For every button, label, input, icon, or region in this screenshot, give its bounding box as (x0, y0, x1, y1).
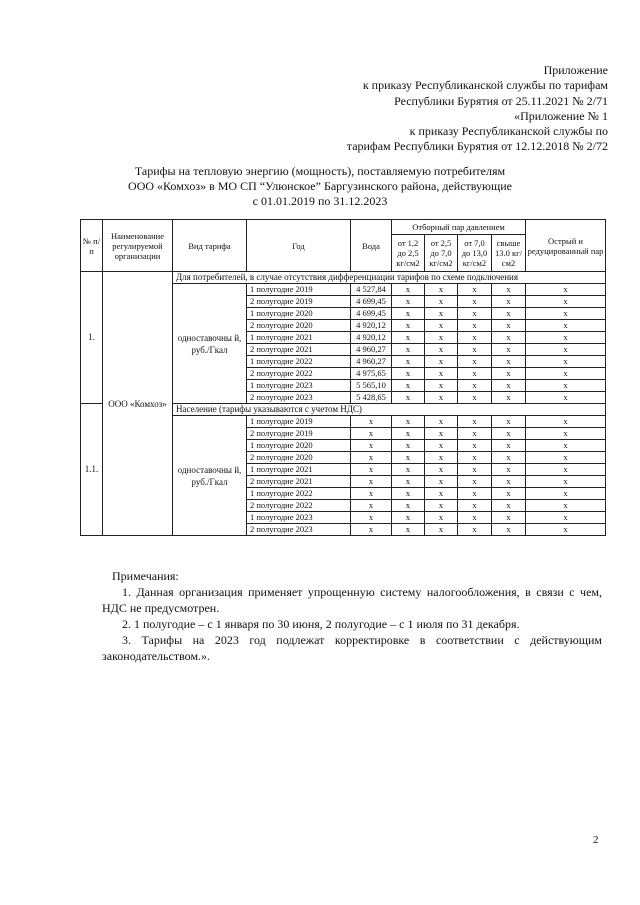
steam-cell: х (392, 308, 425, 320)
steam-cell: х (425, 320, 458, 332)
steam-cell: х (425, 464, 458, 476)
steam-cell: х (392, 392, 425, 404)
header-steam-2: от 2,5 до 7,0 кг/см2 (425, 235, 458, 272)
period-cell: 2 полугодие 2022 (247, 368, 351, 380)
period-cell: 2 полугодие 2019 (247, 428, 351, 440)
water-cell: 4 975,65 (351, 368, 392, 380)
period-cell: 1 полугодие 2019 (247, 284, 351, 296)
steam-cell: х (458, 416, 492, 428)
period-cell: 2 полугодие 2019 (247, 296, 351, 308)
steam-cell: х (492, 308, 526, 320)
header-org-name: Наименование регулируемой организации (103, 220, 173, 272)
steam-cell: х (492, 512, 526, 524)
steam-cell: х (392, 452, 425, 464)
steam-cell: х (392, 380, 425, 392)
period-cell: 1 полугодие 2021 (247, 332, 351, 344)
steam-cell: х (425, 512, 458, 524)
org-name: ООО «Комхоз» (103, 272, 173, 536)
acute-cell: х (526, 500, 606, 512)
water-cell: 4 699,45 (351, 308, 392, 320)
water-cell: 5 565,10 (351, 380, 392, 392)
steam-cell: х (492, 320, 526, 332)
water-cell: х (351, 440, 392, 452)
title-line: ООО «Комхоз» в МО СП “Улюнское” Баргузинского района, действующие (128, 179, 512, 193)
period-cell: 1 полугодие 2020 (247, 440, 351, 452)
water-cell: 4 920,12 (351, 320, 392, 332)
acute-cell: х (526, 320, 606, 332)
steam-cell: х (492, 488, 526, 500)
acute-cell: х (526, 356, 606, 368)
steam-cell: х (458, 296, 492, 308)
acute-cell: х (526, 476, 606, 488)
header-line: к приказу Республиканской службы по тарифам (362, 78, 608, 93)
water-cell: х (351, 500, 392, 512)
acute-cell: х (526, 512, 606, 524)
period-cell: 2 полугодие 2023 (247, 524, 351, 536)
acute-cell: х (526, 296, 606, 308)
water-cell: 5 428,65 (351, 392, 392, 404)
acute-cell: х (526, 332, 606, 344)
section-label: Население (тарифы указываются с учетом НДС) (173, 404, 606, 416)
steam-cell: х (458, 500, 492, 512)
header-block (347, 63, 608, 155)
steam-cell: х (458, 356, 492, 368)
steam-cell: х (392, 524, 425, 536)
acute-cell: х (526, 368, 606, 380)
acute-cell: х (526, 428, 606, 440)
steam-cell: х (492, 428, 526, 440)
steam-cell: х (425, 308, 458, 320)
header-line: тарифам Республики Бурятия от 12.12.2018 № 2/72 (346, 139, 608, 154)
period-cell: 2 полугодие 2020 (247, 452, 351, 464)
steam-cell: х (492, 392, 526, 404)
steam-cell: х (458, 428, 492, 440)
steam-cell: х (392, 464, 425, 476)
steam-cell: х (492, 440, 526, 452)
steam-cell: х (392, 488, 425, 500)
period-cell: 1 полугодие 2021 (247, 464, 351, 476)
steam-cell: х (425, 380, 458, 392)
section-label: Для потребителей, в случае отсутствия дифференциации тарифов по схеме подключения (173, 272, 606, 284)
steam-cell: х (392, 512, 425, 524)
header-year: Год (247, 220, 351, 272)
steam-cell: х (458, 308, 492, 320)
steam-cell: х (425, 452, 458, 464)
steam-cell: х (425, 392, 458, 404)
water-cell: х (351, 476, 392, 488)
period-cell: 2 полугодие 2020 (247, 320, 351, 332)
steam-cell: х (492, 524, 526, 536)
steam-cell: х (458, 524, 492, 536)
acute-cell: х (526, 380, 606, 392)
water-cell: 4 920,12 (351, 332, 392, 344)
steam-cell: х (425, 344, 458, 356)
title-line: с 01.01.2019 по 31.12.2023 (252, 194, 388, 208)
section-num: 1. (81, 272, 103, 404)
water-cell: 4 960,27 (351, 356, 392, 368)
acute-cell: х (526, 308, 606, 320)
steam-cell: х (425, 332, 458, 344)
steam-cell: х (392, 428, 425, 440)
steam-cell: х (392, 332, 425, 344)
acute-cell: х (526, 452, 606, 464)
steam-cell: х (425, 428, 458, 440)
note-item: 1. Данная организация применяет упрощенную систему налогообложения, в связи с чем, НДС не предусмотрен. (102, 585, 602, 615)
header-line: к приказу Республиканской службы по (409, 124, 608, 139)
steam-cell: х (425, 356, 458, 368)
document-title (60, 164, 580, 209)
acute-cell: х (526, 464, 606, 476)
steam-cell: х (392, 284, 425, 296)
steam-cell: х (458, 380, 492, 392)
water-cell: 4 527,84 (351, 284, 392, 296)
period-cell: 1 полугодие 2023 (247, 512, 351, 524)
header-num: № п/п (81, 220, 103, 272)
steam-cell: х (425, 476, 458, 488)
header-line: «Приложение № 1 (514, 108, 608, 123)
steam-cell: х (425, 488, 458, 500)
steam-cell: х (425, 416, 458, 428)
steam-cell: х (392, 416, 425, 428)
steam-cell: х (425, 284, 458, 296)
period-cell: 1 полугодие 2019 (247, 416, 351, 428)
steam-cell: х (458, 344, 492, 356)
steam-cell: х (425, 440, 458, 452)
acute-cell: х (526, 344, 606, 356)
period-cell: 2 полугодие 2021 (247, 344, 351, 356)
steam-cell: х (492, 416, 526, 428)
header-acute-steam: Острый и редуцированный пар (526, 220, 606, 272)
note-item: 3. Тарифы на 2023 год подлежат корректировке в соответствии с действующим законодательством.». (102, 633, 602, 663)
water-cell: х (351, 512, 392, 524)
period-cell: 2 полугодие 2023 (247, 392, 351, 404)
water-cell: х (351, 464, 392, 476)
steam-cell: х (458, 440, 492, 452)
acute-cell: х (526, 392, 606, 404)
steam-cell: х (492, 464, 526, 476)
period-cell: 1 полугодие 2020 (247, 308, 351, 320)
steam-cell: х (458, 488, 492, 500)
table-body (81, 272, 606, 536)
steam-cell: х (492, 356, 526, 368)
water-cell: х (351, 488, 392, 500)
acute-cell: х (526, 488, 606, 500)
steam-cell: х (425, 296, 458, 308)
water-cell: х (351, 416, 392, 428)
acute-cell: х (526, 524, 606, 536)
steam-cell: х (492, 296, 526, 308)
header-steam-3: от 7,0 до 13,0 кг/см2 (458, 235, 492, 272)
notes-block (102, 568, 602, 664)
steam-cell: х (425, 368, 458, 380)
water-cell: х (351, 428, 392, 440)
period-cell: 2 полугодие 2022 (247, 500, 351, 512)
water-cell: х (351, 452, 392, 464)
steam-cell: х (458, 476, 492, 488)
section-row (81, 272, 606, 284)
steam-cell: х (392, 344, 425, 356)
header-line: Приложение (543, 63, 608, 77)
steam-cell: х (458, 392, 492, 404)
header-steam-4: свыше 13.0 кг/см2 (492, 235, 526, 272)
steam-cell: х (458, 464, 492, 476)
steam-cell: х (458, 332, 492, 344)
water-cell: 4 960,27 (351, 344, 392, 356)
steam-cell: х (458, 452, 492, 464)
notes-title: Примечания: (112, 569, 179, 583)
steam-cell: х (492, 452, 526, 464)
title-line: Тарифы на тепловую энергию (мощность), поставляемую потребителям (134, 164, 506, 178)
steam-cell: х (458, 320, 492, 332)
header-water: Вода (351, 220, 392, 272)
steam-cell: х (492, 368, 526, 380)
period-cell: 1 полугодие 2023 (247, 380, 351, 392)
tariff-type: одноставочны й, руб./Гкал (173, 284, 247, 404)
header-steam-1: от 1,2 до 2,5 кг/см2 (392, 235, 425, 272)
period-cell: 2 полугодие 2021 (247, 476, 351, 488)
steam-cell: х (425, 500, 458, 512)
header-tariff-type: Вид тарифа (173, 220, 247, 272)
section-num: 1.1. (81, 404, 103, 536)
steam-cell: х (492, 380, 526, 392)
tariff-type: одноставочны й, руб./Гкал (173, 416, 247, 536)
steam-cell: х (392, 356, 425, 368)
page-number: 2 (593, 834, 599, 846)
steam-cell: х (392, 296, 425, 308)
tariffs-table (80, 219, 606, 536)
acute-cell: х (526, 440, 606, 452)
steam-cell: х (492, 284, 526, 296)
note-item: 2. 1 полугодие – с 1 января по 30 июня, 2 полугодие – с 1 июля по 31 декабря. (122, 617, 520, 631)
steam-cell: х (392, 500, 425, 512)
steam-cell: х (492, 476, 526, 488)
steam-cell: х (492, 332, 526, 344)
steam-cell: х (392, 440, 425, 452)
steam-cell: х (458, 284, 492, 296)
acute-cell: х (526, 416, 606, 428)
period-cell: 1 полугодие 2022 (247, 356, 351, 368)
steam-cell: х (492, 344, 526, 356)
header-steam-group: Отборный пар давлением (392, 220, 526, 235)
steam-cell: х (425, 524, 458, 536)
period-cell: 1 полугодие 2022 (247, 488, 351, 500)
steam-cell: х (392, 368, 425, 380)
steam-cell: х (492, 500, 526, 512)
header-line: Республики Бурятия от 25.11.2021 № 2/71 (394, 93, 608, 108)
water-cell: 4 699,45 (351, 296, 392, 308)
steam-cell: х (458, 512, 492, 524)
acute-cell: х (526, 284, 606, 296)
water-cell: х (351, 524, 392, 536)
steam-cell: х (392, 476, 425, 488)
steam-cell: х (392, 320, 425, 332)
steam-cell: х (458, 368, 492, 380)
